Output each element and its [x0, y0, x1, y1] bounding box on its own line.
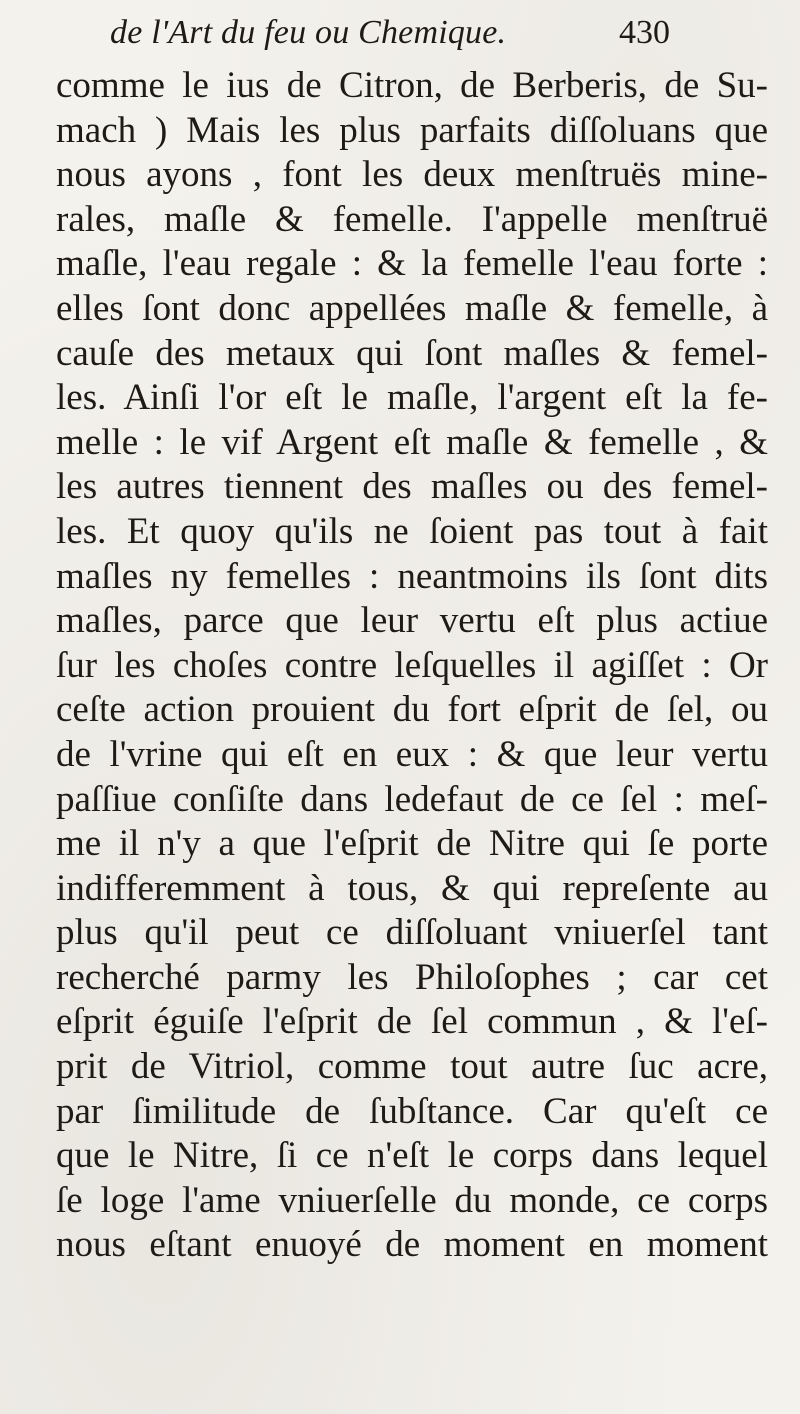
text-line: que le Nitre, ſi ce n'eſt le corps dans lequel — [56, 1135, 768, 1177]
text-line: comme le ius de Citron, de Berberis, de Su- — [56, 65, 768, 106]
text-line: maſles ny femelles : neantmoins ils ſont dits — [56, 555, 768, 597]
text-line: par ſimilitude de ſubſtance. Car qu'eſt ce — [56, 1090, 768, 1132]
text-line: prit de Vitriol, comme tout autre ſuc acre, — [56, 1046, 768, 1088]
text-line: plus qu'il peut ce diſſoluant vniuerſel tant — [56, 912, 768, 954]
running-title: de l'Art du feu ou Chemique. — [110, 14, 507, 51]
text-line: me il n'y a que l'eſprit de Nitre qui ſe porte — [56, 823, 768, 865]
text-line: mach ) Mais les plus parfaits diſſoluans que — [56, 109, 768, 151]
text-line: ceſte action prouient du fort eſprit de ſel, ou — [56, 689, 768, 731]
text-line: melle : le vif Argent eſt maſle & femelle , & — [56, 421, 768, 463]
text-line: ſur les choſes contre leſquelles il agiſſet : Or — [56, 644, 768, 686]
text-line: eſprit éguiſe l'eſprit de ſel commun , & l'eſ- — [56, 1001, 768, 1043]
body-text — [56, 64, 768, 1268]
text-line: les. Et quoy qu'ils ne ſoient pas tout à fait — [56, 510, 768, 552]
text-line: maſles, parce que leur vertu eſt plus actiue — [56, 600, 768, 642]
text-line: ſe loge l'ame vniuerſelle du monde, ce corps — [56, 1179, 768, 1221]
page-header — [110, 14, 670, 62]
text-line: nous eſtant enuoyé de moment en moment — [56, 1224, 768, 1266]
text-line: les autres tiennent des maſles ou des femel- — [56, 466, 768, 508]
text-line: les. Ainſi l'or eſt le maſle, l'argent eſt la fe- — [56, 377, 768, 419]
text-line: de l'vrine qui eſt en eux : & que leur vertu — [56, 733, 768, 775]
text-line: elles ſont donc appellées maſle & femelle, à — [56, 287, 768, 329]
text-line: maſle, l'eau regale : & la femelle l'eau forte : — [56, 243, 768, 285]
text-line: cauſe des metaux qui ſont maſles & femel- — [56, 332, 768, 374]
text-line: paſſiue conſiſte dans ledefaut de ce ſel : meſ- — [56, 778, 768, 820]
text-line: recherché parmy les Philoſophes ; car cet — [56, 956, 768, 998]
text-line: nous ayons , font les deux menſtruës mine- — [56, 154, 768, 196]
text-line: indifferemment à tous, & qui repreſente au — [56, 867, 768, 909]
text-line: rales, maſle & femelle. I'appelle menſtruë — [56, 198, 768, 240]
page-number: 430 — [619, 14, 670, 51]
